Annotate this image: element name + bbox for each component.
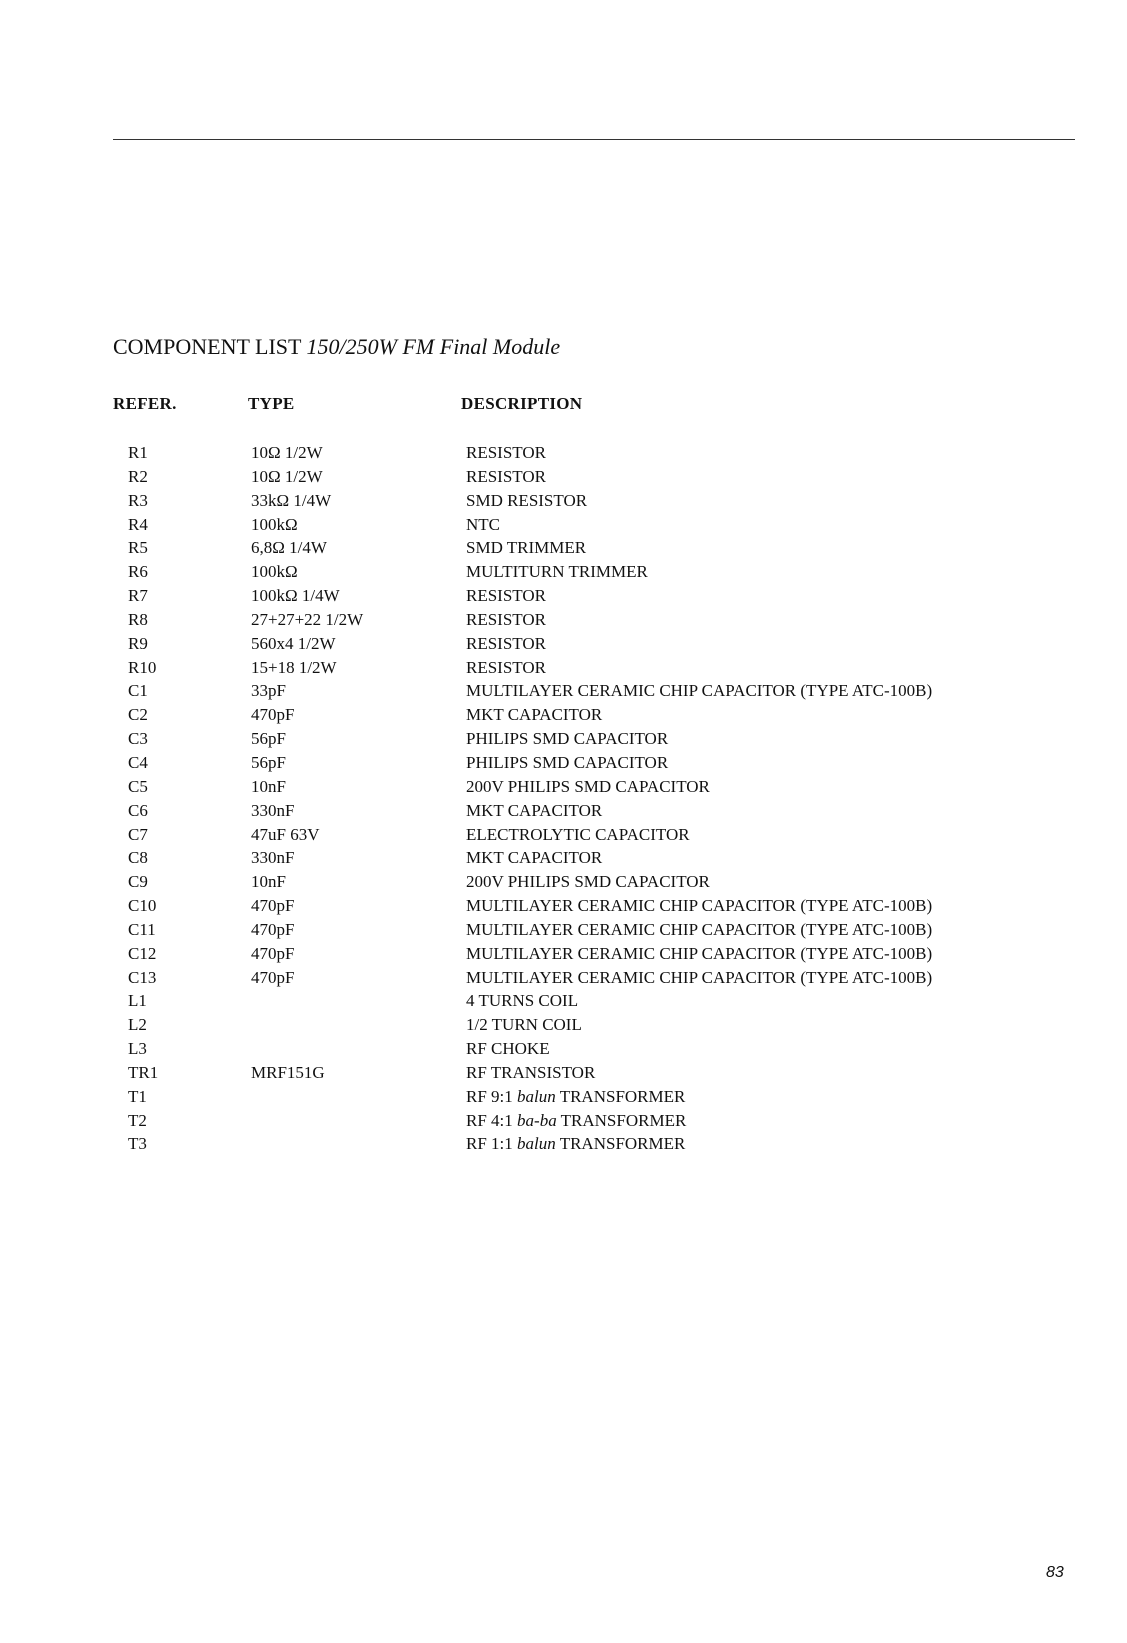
component-description [466, 609, 546, 631]
component-type: 470pF [251, 896, 295, 916]
description-part: ELECTROLYTIC CAPACITOR [466, 824, 690, 844]
component-type: 560x4 1/2W [251, 633, 336, 653]
component-description [466, 824, 690, 846]
component-row [0, 561, 1127, 585]
description-part: 200V PHILIPS SMD CAPACITOR [466, 872, 710, 892]
component-description [466, 466, 546, 488]
component-ref: C9 [128, 872, 148, 892]
component-row [0, 943, 1127, 967]
column-header-description: DESCRIPTION [461, 394, 583, 413]
page-number: 83 [1046, 1564, 1064, 1581]
description-part: MULTILAYER CERAMIC CHIP CAPACITOR (TYPE ATC-100B) [466, 896, 933, 916]
component-ref: C5 [128, 776, 148, 796]
component-description [466, 657, 546, 679]
component-row [0, 1014, 1127, 1038]
description-part: MKT CAPACITOR [466, 800, 603, 820]
description-italic-part: balun [517, 1086, 556, 1106]
component-type: 470pF [251, 919, 295, 939]
component-description [466, 1014, 582, 1036]
component-row [0, 1062, 1127, 1086]
component-ref: T1 [128, 1086, 147, 1106]
description-italic-part: balun [517, 1134, 556, 1154]
description-part: RF 4:1 [466, 1110, 518, 1130]
component-ref: R1 [128, 443, 148, 462]
component-row [0, 871, 1127, 895]
component-ref: R2 [128, 466, 148, 486]
component-type: 330nF [251, 848, 295, 868]
component-row [0, 990, 1127, 1014]
description-italic-part: ba-ba [517, 1110, 557, 1130]
component-description [466, 585, 546, 607]
component-row [0, 895, 1127, 919]
description-part: RF TRANSISTOR [466, 1062, 596, 1082]
component-description [466, 800, 602, 822]
component-ref: T2 [128, 1110, 147, 1130]
component-description [466, 1038, 550, 1060]
component-description [466, 1062, 595, 1084]
description-part: RESISTOR [466, 609, 546, 629]
description-part: MULTILAYER CERAMIC CHIP CAPACITOR (TYPE ATC-100B) [466, 967, 933, 987]
component-type: 33pF [251, 681, 286, 701]
component-type: 10nF [251, 776, 286, 796]
description-part: NTC [466, 514, 500, 534]
description-part: RESISTOR [466, 633, 546, 653]
component-row [0, 1038, 1127, 1062]
description-part: SMD RESISTOR [466, 490, 588, 510]
component-description [466, 442, 546, 464]
component-type: 15+18 1/2W [251, 657, 337, 677]
component-type: 100kΩ 1/4W [251, 586, 340, 606]
description-part: TRANSFORMER [555, 1134, 686, 1154]
component-type: 470pF [251, 943, 295, 963]
component-row [0, 800, 1127, 824]
component-row [0, 824, 1127, 848]
component-ref: C8 [128, 848, 148, 868]
page-title [113, 333, 560, 361]
description-part: RF 1:1 [466, 1134, 518, 1154]
description-part: 4 TURNS COIL [466, 991, 579, 1011]
component-ref: TR1 [128, 1062, 159, 1082]
description-part: RESISTOR [466, 586, 546, 606]
component-type: 6,8Ω 1/4W [251, 538, 327, 558]
component-ref: T3 [128, 1134, 147, 1154]
component-ref: L3 [128, 1039, 147, 1059]
component-description [466, 1133, 685, 1155]
description-part: TRANSFORMER [556, 1110, 687, 1130]
component-description [466, 561, 648, 583]
component-ref: C1 [128, 681, 148, 701]
description-part: 200V PHILIPS SMD CAPACITOR [466, 776, 710, 796]
component-description [466, 871, 710, 893]
top-rule [113, 139, 1075, 140]
component-ref: R9 [128, 633, 148, 653]
component-type: 27+27+22 1/2W [251, 609, 364, 629]
component-row [0, 919, 1127, 943]
component-type: 33kΩ 1/4W [251, 490, 332, 510]
component-ref: C13 [128, 967, 157, 987]
component-description [466, 919, 932, 941]
component-description [466, 704, 602, 726]
description-part: RESISTOR [466, 466, 546, 486]
component-ref: C3 [128, 729, 148, 749]
component-description [466, 776, 710, 798]
component-ref: R5 [128, 538, 148, 558]
component-ref: R8 [128, 609, 148, 629]
component-description [466, 514, 500, 536]
component-type: 10Ω 1/2W [251, 443, 323, 462]
description-part: MULTILAYER CERAMIC CHIP CAPACITOR (TYPE ATC-100B) [466, 943, 933, 963]
component-ref: C12 [128, 943, 157, 963]
component-row [0, 728, 1127, 752]
component-type: 100kΩ [251, 562, 298, 582]
component-type: MRF151G [251, 1062, 325, 1082]
component-description [466, 752, 668, 774]
description-part: MULTITURN TRIMMER [466, 562, 648, 582]
component-row [0, 752, 1127, 776]
component-type: 10nF [251, 872, 286, 892]
component-ref: C6 [128, 800, 148, 820]
component-type: 330nF [251, 800, 295, 820]
component-description [466, 967, 932, 989]
component-row [0, 847, 1127, 871]
component-ref: C4 [128, 752, 148, 772]
component-row [0, 776, 1127, 800]
component-row [0, 657, 1127, 681]
component-row [0, 466, 1127, 490]
component-description [466, 728, 668, 750]
component-ref: R3 [128, 490, 148, 510]
component-type: 47uF 63V [251, 824, 320, 844]
description-part: PHILIPS SMD CAPACITOR [466, 729, 669, 749]
component-description [466, 1086, 685, 1108]
component-ref: L2 [128, 1015, 147, 1035]
description-part: RF 9:1 [466, 1086, 518, 1106]
title-module-name: 150/250W FM Final Module [306, 334, 561, 359]
component-row [0, 1110, 1127, 1134]
component-description [466, 943, 932, 965]
component-row [0, 490, 1127, 514]
description-part: RF CHOKE [466, 1039, 550, 1059]
description-part: MKT CAPACITOR [466, 848, 603, 868]
component-description [466, 537, 586, 559]
component-row [0, 609, 1127, 633]
description-part: TRANSFORMER [555, 1086, 686, 1106]
component-row [0, 680, 1127, 704]
component-type: 56pF [251, 729, 286, 749]
component-row [0, 1086, 1127, 1110]
description-part: MULTILAYER CERAMIC CHIP CAPACITOR (TYPE ATC-100B) [466, 681, 933, 701]
component-ref: C7 [128, 824, 148, 844]
component-row [0, 704, 1127, 728]
component-description [466, 1110, 686, 1132]
description-part: SMD TRIMMER [466, 538, 587, 558]
description-part: 1/2 TURN COIL [466, 1015, 582, 1035]
description-part: RESISTOR [466, 657, 546, 677]
component-row [0, 1133, 1127, 1157]
component-description [466, 680, 932, 702]
column-header-refer: REFER. [113, 394, 177, 413]
component-type: 470pF [251, 967, 295, 987]
component-ref: R6 [128, 562, 148, 582]
description-part: RESISTOR [466, 443, 546, 462]
component-type: 56pF [251, 752, 286, 772]
description-part: PHILIPS SMD CAPACITOR [466, 752, 669, 772]
component-row [0, 633, 1127, 657]
component-row [0, 967, 1127, 991]
component-ref: C10 [128, 896, 157, 916]
component-description [466, 633, 546, 655]
component-row [0, 514, 1127, 538]
component-list [0, 442, 1127, 1157]
description-part: MKT CAPACITOR [466, 705, 603, 725]
component-ref: R7 [128, 586, 148, 606]
component-type: 10Ω 1/2W [251, 466, 323, 486]
component-description [466, 490, 587, 512]
component-description [466, 895, 932, 917]
component-ref: R10 [128, 657, 157, 677]
description-part: MULTILAYER CERAMIC CHIP CAPACITOR (TYPE ATC-100B) [466, 919, 933, 939]
component-description [466, 990, 578, 1012]
component-type: 470pF [251, 705, 295, 725]
component-ref: C11 [128, 919, 156, 939]
column-header-type: TYPE [248, 394, 295, 413]
title-text: COMPONENT LIST [113, 334, 307, 359]
component-description [466, 847, 602, 869]
component-ref: L1 [128, 991, 147, 1011]
component-row [0, 585, 1127, 609]
component-row [0, 537, 1127, 561]
component-ref: C2 [128, 705, 148, 725]
component-ref: R4 [128, 514, 148, 534]
component-row [0, 442, 1127, 466]
component-type: 100kΩ [251, 514, 298, 534]
